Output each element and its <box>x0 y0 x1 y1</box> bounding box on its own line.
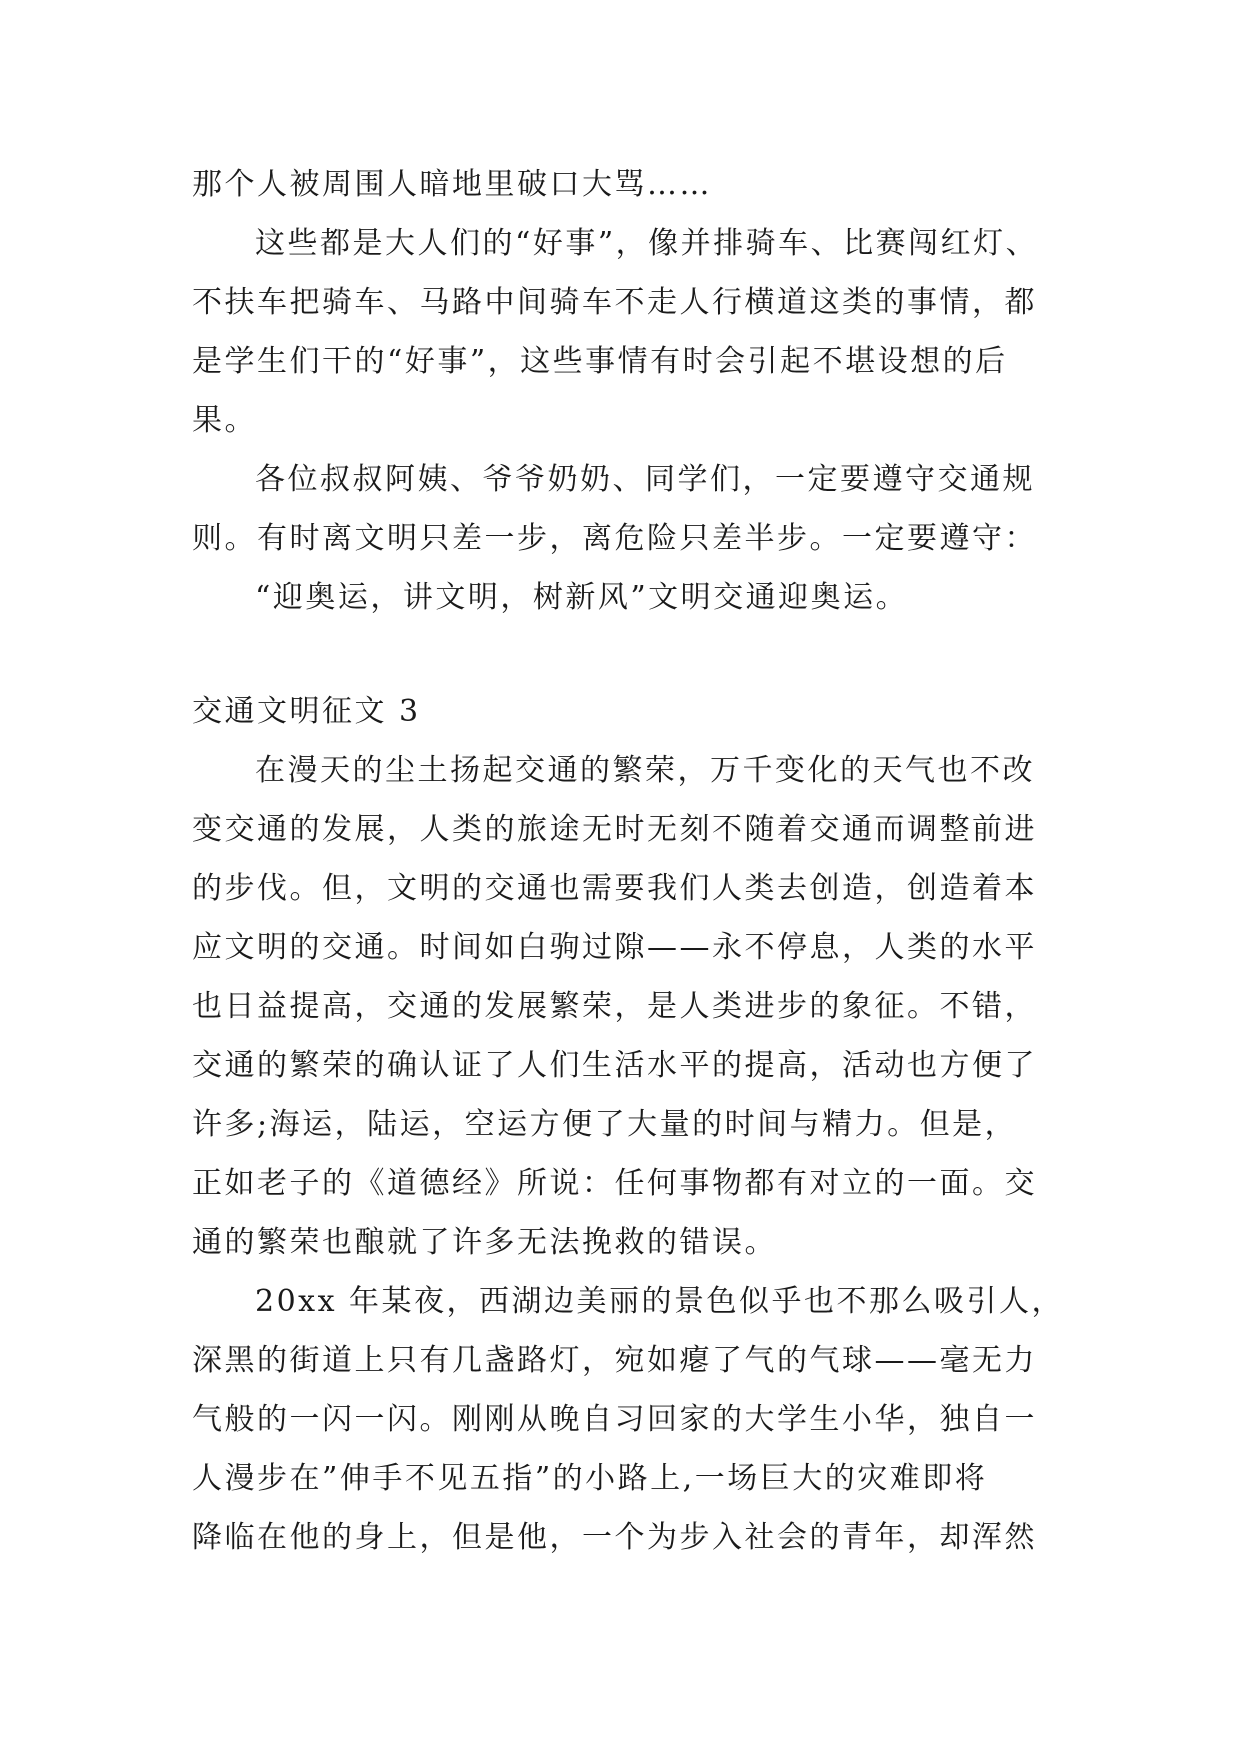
section-heading: 交通文明征文 3 <box>192 694 421 729</box>
text-line-22: 人漫步在”伸手不见五指”的小路上,一场巨大的灾难即将 <box>192 1461 988 1496</box>
text-line-6: 各位叔叔阿姨、爷爷奶奶、同学们，一定要遵守交通规 <box>255 462 1035 497</box>
text-line-8: “迎奥运，讲文明，树新风”文明交通迎奥运。 <box>255 580 909 615</box>
text-line-3: 不扶车把骑车、马路中间骑车不走人行横道这类的事情，都 <box>192 285 1037 320</box>
text-line-4: 是学生们干的“好事”，这些事情有时会引起不堪设想的后 <box>192 344 1008 379</box>
text-line-18: 通的繁荣也酿就了许多无法挽救的错误。 <box>192 1225 777 1260</box>
text-line-19: 20xx 年某夜，西湖边美丽的景色似乎也不那么吸引人， <box>255 1284 1065 1319</box>
text-line-10: 在漫天的尘土扬起交通的繁荣，万千变化的天气也不改 <box>255 753 1035 788</box>
text-line-13: 应文明的交通。时间如白驹过隙——永不停息，人类的水平 <box>192 930 1037 965</box>
text-line-20: 深黑的街道上只有几盏路灯，宛如瘪了气的气球——毫无力 <box>192 1343 1037 1378</box>
text-line-11: 变交通的发展，人类的旅途无时无刻不随着交通而调整前进 <box>192 812 1037 847</box>
text-line-1: 那个人被周围人暗地里破口大骂…… <box>192 167 712 202</box>
text-line-16: 许多;海运，陆运，空运方便了大量的时间与精力。但是， <box>192 1107 1018 1142</box>
text-line-14: 也日益提高，交通的发展繁荣，是人类进步的象征。不错， <box>192 989 1037 1024</box>
text-line-5: 果。 <box>192 403 257 438</box>
text-line-17: 正如老子的《道德经》所说：任何事物都有对立的一面。交 <box>192 1166 1037 1201</box>
text-line-15: 交通的繁荣的确认证了人们生活水平的提高，活动也方便了 <box>192 1048 1037 1083</box>
text-line-12: 的步伐。但，文明的交通也需要我们人类去创造，创造着本 <box>192 871 1037 906</box>
text-line-7: 则。有时离文明只差一步，离危险只差半步。一定要遵守： <box>192 521 1037 556</box>
text-line-23: 降临在他的身上，但是他，一个为步入社会的青年，却浑然 <box>192 1520 1037 1555</box>
text-line-2: 这些都是大人们的“好事”，像并排骑车、比赛闯红灯、 <box>255 226 1039 261</box>
text-line-21: 气般的一闪一闪。刚刚从晚自习回家的大学生小华，独自一 <box>192 1402 1037 1437</box>
